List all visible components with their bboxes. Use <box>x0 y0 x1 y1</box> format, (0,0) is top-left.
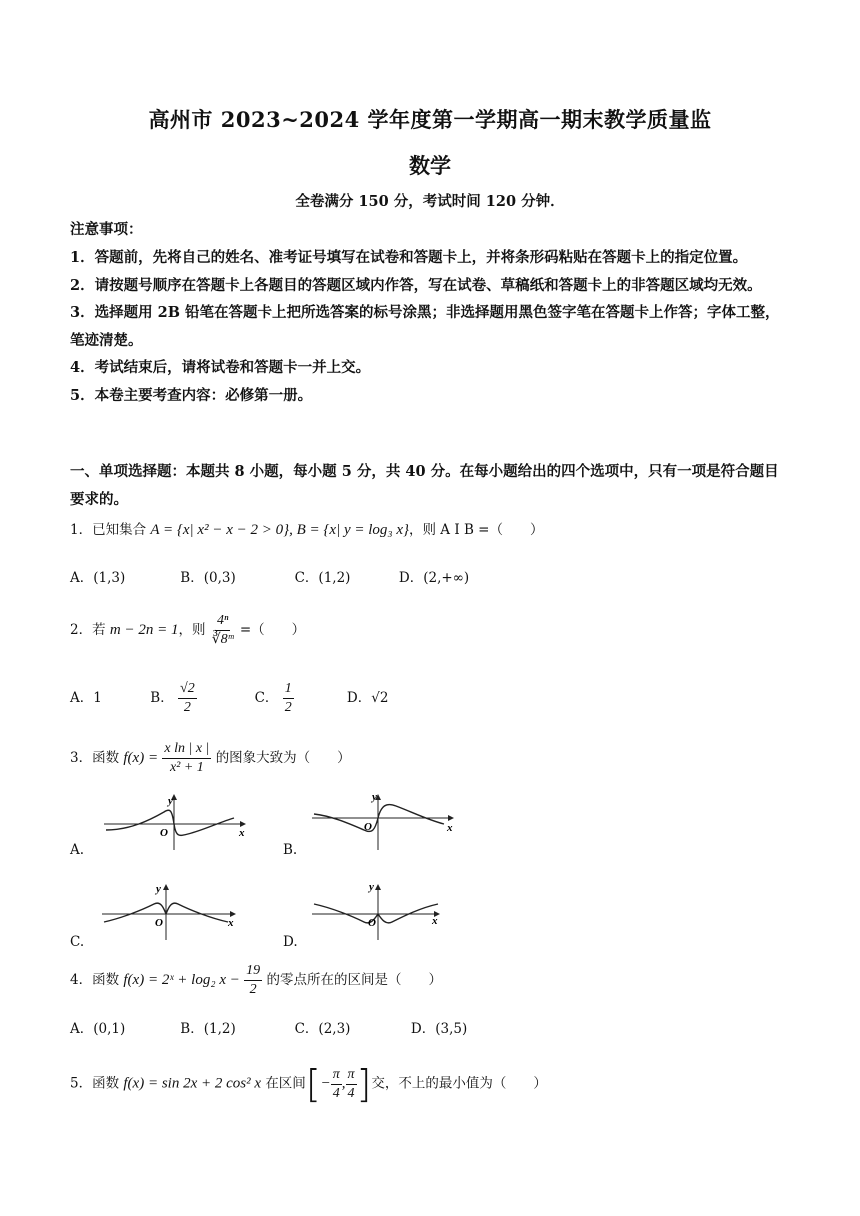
x-label: x <box>239 827 245 839</box>
q3-option-a-label[interactable]: A. <box>70 842 85 858</box>
q5-comma: , <box>341 1075 346 1092</box>
q4-numerator: 19 <box>244 962 262 981</box>
q5-function: f(x) = sin 2x + 2 cos² x <box>123 1075 262 1092</box>
q4-suffix: 的零点所在的区间是（ ） <box>266 972 442 988</box>
q2-option-c-label: C． <box>254 690 279 706</box>
x-label: x <box>447 822 453 834</box>
curve <box>106 810 234 835</box>
q2-suffix: =（ ） <box>239 622 306 638</box>
q3-option-b-label[interactable]: B. <box>283 842 298 858</box>
q5-upper-den: 4 <box>347 1085 355 1101</box>
question-5 <box>70 1062 547 1106</box>
q4-options <box>70 1017 467 1037</box>
q2-condition: m − 2n = 1 <box>109 622 179 638</box>
notice-item: 3．选择题用 2B 铅笔在答题卡上把所选答案的标号涂黑；非选择题用黑色签字笔在答题卡上作答；字体工整，笔迹清楚。 <box>70 304 780 349</box>
q2-option-c-den: 2 <box>284 700 292 715</box>
q5-upper-bound <box>346 1066 357 1103</box>
q5-prefix: 5．函数 <box>70 1075 120 1092</box>
q5-lower-bound <box>331 1066 342 1103</box>
origin-label: O <box>368 917 376 929</box>
q2-option-b[interactable] <box>150 680 250 717</box>
x-arrow-icon <box>448 815 454 821</box>
notice-list <box>70 244 792 409</box>
notice-item: 4．考试结束后，请将试卷和答题卡一并上交。 <box>70 359 371 376</box>
origin-label: O <box>155 917 163 929</box>
section-heading: 一、单项选择题：本题共 8 小题，每小题 5 分，共 40 分。在每小题给出的四个选项中，只有一项是符合题目要求的。 <box>70 463 779 508</box>
q3-option-d-label[interactable]: D. <box>283 934 298 950</box>
q2-prefix: 2．若 <box>70 622 106 638</box>
q4-option-b[interactable]: B．(1,2) <box>180 1021 236 1037</box>
y-label: y <box>168 795 173 807</box>
origin-label: O <box>364 821 372 833</box>
question-4 <box>70 962 442 999</box>
q1-option-b[interactable]: B．(0,3) <box>180 570 236 586</box>
q2-option-c-fraction <box>283 680 294 717</box>
q5-upper-num: π <box>346 1066 357 1085</box>
subject-title: 数学 <box>409 153 451 178</box>
q1-options <box>70 566 469 586</box>
q3-graph-c[interactable] <box>98 880 248 944</box>
q1-set-b: , B = {x| y = log₃ x} <box>289 522 410 538</box>
y-arrow-icon <box>163 884 169 890</box>
q2-numerator: 4ⁿ <box>215 612 230 631</box>
q5-suffix: 交，不上的最小值为（ ） <box>371 1075 547 1092</box>
q2-fraction <box>210 612 236 649</box>
q1-prefix: 1．已知集合 <box>70 522 147 538</box>
q5-lower-den: 4 <box>332 1085 340 1101</box>
q4-option-d[interactable]: D．(3,5) <box>410 1021 468 1037</box>
question-3 <box>70 740 351 777</box>
q2-mid: ，则 <box>178 622 206 638</box>
curve <box>314 904 438 923</box>
question-1 <box>70 518 544 539</box>
q3-function: f(x) = <box>123 750 159 766</box>
x-label: x <box>228 917 234 929</box>
q1-option-d[interactable]: D．(2,+∞) <box>398 570 470 586</box>
y-label: y <box>156 883 161 895</box>
q1-suffix: ，则 A I B =（ ） <box>409 522 544 538</box>
q2-option-c[interactable] <box>255 680 343 717</box>
q2-option-b-num: √2 <box>178 680 197 699</box>
q2-options <box>70 680 388 717</box>
q1-set-a: A = {x| x² − x − 2 > 0} <box>150 522 290 538</box>
y-label: y <box>369 881 374 893</box>
exam-title: 高州市 2023~2024 学年度第一学期高一期末教学质量监 <box>148 107 712 132</box>
q4-fraction <box>244 962 262 999</box>
q1-option-c[interactable]: C．(1,2) <box>294 570 351 586</box>
q3-option-c-label[interactable]: C. <box>70 934 85 950</box>
notice-item: 1．答题前，先将自己的姓名、准考证号填写在试卷和答题卡上，并将条形码粘贴在答题卡上的指定位置。 <box>70 249 748 266</box>
q3-numerator: x ln | x | <box>162 740 211 759</box>
y-label: y <box>372 791 377 803</box>
notice-item: 2．请按题号顺序在答题卡上各题目的答题区域内作答，写在试卷、草稿纸和答题卡上的非答题区域均无效。 <box>70 276 762 294</box>
q5-minus-sign: − <box>320 1075 331 1092</box>
q3-graph-b[interactable] <box>308 790 458 854</box>
q2-denominator: ∛8ᵐ <box>211 632 234 647</box>
exam-meta: 全卷满分 150 分，考试时间 120 分钟． <box>295 193 565 210</box>
q4-option-c[interactable]: C．(2,3) <box>294 1021 351 1037</box>
q2-option-d[interactable]: D．√2 <box>346 690 389 706</box>
q4-option-a[interactable]: A．(0,1) <box>70 1021 126 1037</box>
origin-label: O <box>160 827 168 839</box>
x-label: x <box>432 915 438 927</box>
q2-option-a[interactable]: A．1 <box>70 690 102 706</box>
q3-prefix: 3．函数 <box>70 750 120 766</box>
q3-fraction <box>162 740 211 777</box>
q3-graph-d[interactable] <box>308 880 458 944</box>
q5-mid: 在区间 <box>265 1075 306 1092</box>
q5-lower-num: π <box>331 1066 342 1085</box>
q4-function: f(x) = 2ˣ + log₂ x − <box>123 972 240 988</box>
q3-denominator: x² + 1 <box>169 760 204 775</box>
q2-option-b-den: 2 <box>183 700 191 715</box>
q2-option-b-label: B． <box>150 690 174 706</box>
q4-denominator: 2 <box>249 982 257 997</box>
q2-option-b-fraction <box>178 680 197 717</box>
q3-graph-a[interactable] <box>100 790 250 854</box>
question-2 <box>70 612 305 649</box>
notice-heading: 注意事项： <box>70 221 143 238</box>
y-arrow-icon <box>375 884 381 890</box>
q2-option-c-num: 1 <box>283 680 294 699</box>
notice-item: 5．本卷主要考查内容：必修第一册。 <box>70 386 313 404</box>
q3-suffix: 的图象大致为（ ） <box>215 750 351 766</box>
q4-prefix: 4．函数 <box>70 972 120 988</box>
right-bracket-icon: ] <box>356 1062 372 1106</box>
left-bracket-icon: [ <box>305 1062 321 1106</box>
q1-option-a[interactable]: A．(1,3) <box>70 570 126 586</box>
